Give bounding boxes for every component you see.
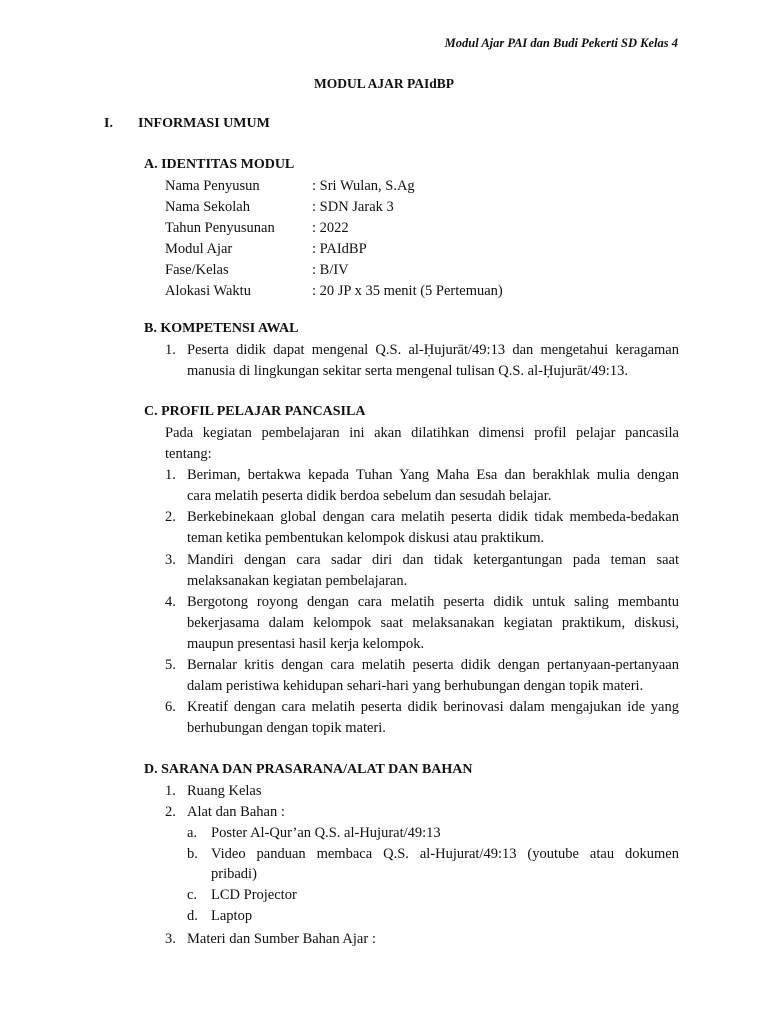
running-header: Modul Ajar PAI dan Budi Pekerti SD Kelas 4: [444, 36, 678, 50]
identitas-value: : 20 JP x 35 menit (5 Pertemuan): [312, 283, 503, 299]
list-item-line: Berkebinekaan global dengan cara melatih peserta didik tidak membeda-bedakan: [187, 509, 679, 525]
list-number: 3.: [165, 552, 176, 568]
list-number: 5.: [165, 657, 176, 673]
list-item-line: melaksanakan kegiatan pembelajaran.: [187, 573, 408, 589]
identitas-label: Nama Penyusun: [165, 178, 260, 194]
sublist-letter: d.: [187, 908, 198, 924]
list-item-line: Peserta didik dapat mengenal Q.S. al-Ḥujurāt/49:13 dan mengetahui keragaman: [187, 342, 679, 358]
identitas-label: Tahun Penyusunan: [165, 220, 275, 236]
identitas-value: : SDN Jarak 3: [312, 199, 394, 215]
profil-intro-line: Pada kegiatan pembelajaran ini akan dilatihkan dimensi profil pelajar pancasila: [165, 425, 679, 441]
sublist-letter: b.: [187, 846, 198, 862]
list-item-line: Mandiri dengan cara sadar diri dan tidak ketergantungan pada teman saat: [187, 552, 679, 568]
list-item-line: teman ketika pembentukan kelompok diskusi atau praktikum.: [187, 530, 545, 546]
sublist-letter: c.: [187, 887, 198, 903]
list-number: 6.: [165, 699, 176, 715]
list-item-line: Beriman, bertakwa kepada Tuhan Yang Maha Esa dan berakhlak mulia dengan: [187, 467, 679, 483]
list-item-line: bekerjasama dalam kelompok saat melaksanakan kegiatan praktikum, diskusi,: [187, 615, 679, 631]
list-item-line: Kreatif dengan cara melatih peserta didik berinovasi dalam mengajukan ide yang: [187, 699, 679, 715]
sublist-item-line: Poster Al-Qur’an Q.S. al-Hujurat/49:13: [211, 825, 441, 841]
list-item-line: Materi dan Sumber Bahan Ajar :: [187, 931, 376, 947]
identitas-value: : Sri Wulan, S.Ag: [312, 178, 415, 194]
section-title: INFORMASI UMUM: [138, 116, 270, 131]
list-item-line: Ruang Kelas: [187, 783, 262, 799]
section-number: I.: [104, 116, 113, 131]
identitas-value: : B/IV: [312, 262, 349, 278]
sublist-item-line: LCD Projector: [211, 887, 297, 903]
list-item-line: berhubungan dengan topik materi.: [187, 720, 386, 736]
list-item-line: dalam peristiwa kehidupan sehari-hari yang berhubungan dengan topik materi.: [187, 678, 644, 694]
list-number: 1.: [165, 342, 176, 358]
identitas-label: Nama Sekolah: [165, 199, 250, 215]
list-number: 4.: [165, 594, 176, 610]
sublist-item-line: Laptop: [211, 908, 253, 924]
list-number: 1.: [165, 783, 176, 799]
identitas-value: : 2022: [312, 220, 349, 236]
sublist-item-line: pribadi): [211, 866, 257, 882]
list-number: 1.: [165, 467, 176, 483]
list-item-line: Bernalar kritis dengan cara melatih peserta didik dengan pertanyaan-pertanyaan: [187, 657, 679, 673]
sublist-item-line: Video panduan membaca Q.S. al-Hujurat/49:13 (youtube atau dokumen: [211, 846, 679, 862]
identitas-label: Fase/Kelas: [165, 262, 229, 278]
list-item-line: cara melatih peserta didik berdoa sebelum dan sesudah belajar.: [187, 488, 552, 504]
list-item-line: Alat dan Bahan :: [187, 804, 285, 820]
list-item-line: manusia di lingkungan sekitar serta mengenal tulisan Q.S. al-Ḥujurāt/49:13.: [187, 363, 628, 379]
identitas-value: : PAIdBP: [312, 241, 367, 257]
kompetensi-heading: B. KOMPETENSI AWAL: [144, 321, 299, 336]
list-item-line: Bergotong royong dengan cara melatih peserta didik untuk saling membantu: [187, 594, 679, 610]
profil-heading: C. PROFIL PELAJAR PANCASILA: [144, 404, 366, 419]
identitas-label: Alokasi Waktu: [165, 283, 251, 299]
list-number: 3.: [165, 931, 176, 947]
identitas-label: Modul Ajar: [165, 241, 233, 257]
sarana-heading: D. SARANA DAN PRASARANA/ALAT DAN BAHAN: [144, 762, 473, 777]
list-number: 2.: [165, 804, 176, 820]
list-item-line: maupun presentasi hasil kerja kelompok.: [187, 636, 425, 652]
list-number: 2.: [165, 509, 176, 525]
profil-intro-line: tentang:: [165, 446, 212, 462]
sublist-letter: a.: [187, 825, 198, 841]
document-title: MODUL AJAR PAIdBP: [313, 76, 454, 91]
identitas-heading: A. IDENTITAS MODUL: [144, 157, 295, 172]
